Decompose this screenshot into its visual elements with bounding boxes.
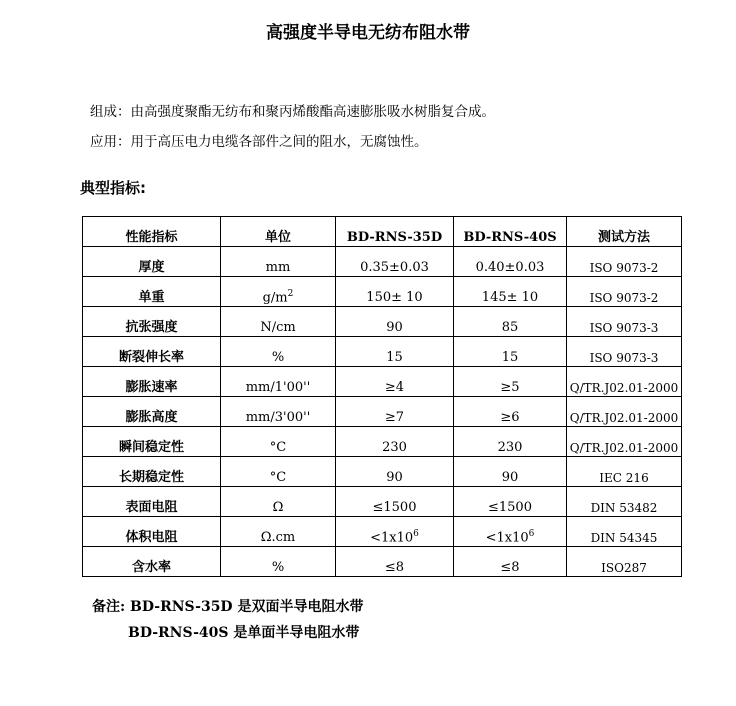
row-value-40s: 90 [454,457,567,487]
row-name: 含水率 [83,547,221,577]
row-unit: °C [221,457,336,487]
row-name: 抗张强度 [83,307,221,337]
row-value-40s: 15 [454,337,567,367]
row-value-35d: 230 [336,427,454,457]
row-name: 表面电阻 [83,487,221,517]
row-unit: % [221,547,336,577]
spec-table [82,216,682,577]
note-line-1: 备注: BD-RNS-35D 是双面半导电阻水带 [92,599,364,615]
header-bd-rns-35d: BD-RNS-35D [336,217,454,247]
row-value-35d: 90 [336,307,454,337]
row-value-40s: ≤8 [454,547,567,577]
row-unit: Ω [221,487,336,517]
table-row [83,277,682,307]
row-unit: mm/3'00'' [221,397,336,427]
table-row [83,247,682,277]
table-row [83,337,682,367]
row-unit: g/m [262,290,288,305]
row-value-35d: 90 [336,457,454,487]
row-unit: Ω.cm [221,517,336,547]
table-row [83,367,682,397]
table-row [83,517,682,547]
row-value-35d: 15 [336,337,454,367]
row-unit: °C [221,427,336,457]
row-unit-cell [221,277,336,307]
row-name: 体积电阻 [83,517,221,547]
table-row [83,427,682,457]
row-value-35d: ≤1500 [336,487,454,517]
application-text: 应用：用于高压电力电缆各部件之间的阻水，无腐蚀性。 [90,134,428,150]
row-method: Q/TR.J02.01-2000 [567,427,682,457]
value-exponent: 6 [528,528,535,539]
row-method: ISO 9073-3 [567,307,682,337]
row-unit: mm [221,247,336,277]
row-value-35d: <1x10 [370,530,414,545]
section-title: 典型指标: [80,179,146,197]
row-method: ISO287 [567,547,682,577]
row-method: IEC 216 [567,457,682,487]
row-unit: % [221,337,336,367]
row-method: Q/TR.J02.01-2000 [567,397,682,427]
row-name: 厚度 [83,247,221,277]
table-row [83,547,682,577]
value-exponent: 6 [413,528,419,539]
header-bd-rns-40s: BD-RNS-40S [454,217,567,247]
header-property: 性能指标 [83,217,221,247]
row-name: 长期稳定性 [83,457,221,487]
row-name: 膨胀速率 [83,367,221,397]
table-header-row [83,217,682,247]
row-method: DIN 53482 [567,487,682,517]
header-unit: 单位 [221,217,336,247]
table-row [83,457,682,487]
row-name: 膨胀高度 [83,397,221,427]
note-line-2: BD-RNS-40S 是单面半导电阻水带 [128,625,360,641]
document-title: 高强度半导电无纺布阻水带 [266,23,470,43]
row-value-40s: ≤1500 [454,487,567,517]
row-value-40s-cell [454,517,567,547]
row-unit: N/cm [221,307,336,337]
row-method: ISO 9073-2 [567,277,682,307]
table-row [83,487,682,517]
row-value-40s: <1x10 [485,530,529,545]
row-name: 断裂伸长率 [83,337,221,367]
row-method: ISO 9073-2 [567,247,682,277]
composition-text: 组成：由高强度聚酯无纺布和聚丙烯酸酯高速膨胀吸水树脂复合成。 [90,104,495,120]
row-unit: mm/1'00'' [221,367,336,397]
row-value-35d: ≤8 [336,547,454,577]
row-name: 瞬间稳定性 [83,427,221,457]
row-method: DIN 54345 [567,517,682,547]
row-value-40s: 0.40±0.03 [454,247,567,277]
row-value-40s: ≥5 [454,367,567,397]
table-row [83,307,682,337]
row-method: Q/TR.J02.01-2000 [567,367,682,397]
row-value-35d: 150± 10 [336,277,454,307]
row-value-40s: 85 [454,307,567,337]
row-method: ISO 9073-3 [567,337,682,367]
row-value-35d: 0.35±0.03 [336,247,454,277]
row-value-35d: ≥7 [336,397,454,427]
table-row [83,397,682,427]
row-value-35d-cell [336,517,454,547]
row-name: 单重 [83,277,221,307]
header-test-method: 测试方法 [567,217,682,247]
unit-exponent: 2 [287,288,294,299]
row-value-40s: ≥6 [454,397,567,427]
row-value-40s: 230 [454,427,567,457]
row-value-35d: ≥4 [336,367,454,397]
row-value-40s: 145± 10 [454,277,567,307]
